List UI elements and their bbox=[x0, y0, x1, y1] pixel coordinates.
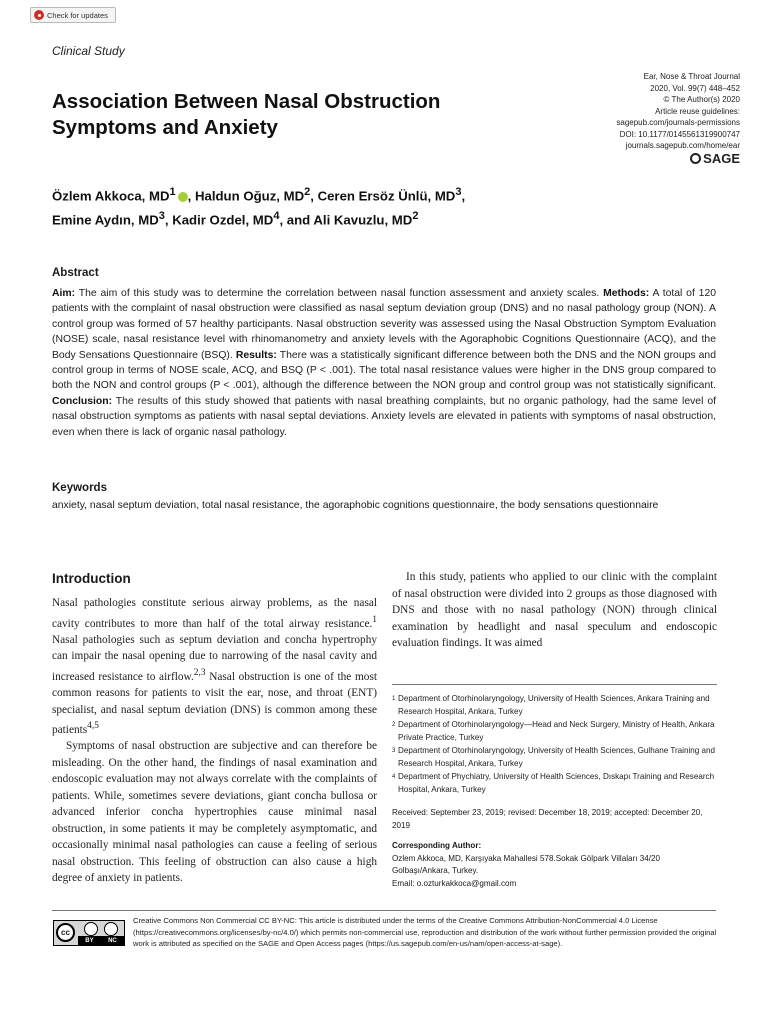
author-affil-ref: 4 bbox=[273, 210, 280, 223]
sage-icon bbox=[690, 153, 701, 164]
journal-info-line: Ear, Nose & Throat Journal bbox=[643, 72, 740, 81]
footnote-divider bbox=[392, 684, 717, 685]
citation-ref[interactable]: 1 bbox=[372, 614, 377, 625]
intro-paragraph: Symptoms of nasal obstruction are subjective and can therefore be misleading. On the other hand, the findings of nasal examination and endoscopic evaluation may not always correlate with the complaints of patients. While, sometimes severe deviations, giant concha bullosa or advanced inferior concha hypertrophies cause minimal nasal obstruction, in some patients it may be completely asymptomatic, and occasionally minimal nasal pathologies can cause a feeling of serious nasal obstruction. This feeling of obstruction can also cause a high degree of anxiety in patients. bbox=[52, 740, 377, 885]
doi[interactable]: DOI: 10.1177/0145561319900747 bbox=[619, 129, 740, 139]
conclusion-text: The results of this study showed that patients with nasal breathing complaints, but no organic pathology, had the same level of nasal obstruction symptoms as patients with nasal septal deviations. Anxiety levels are elevated in patients with symptoms of nasal obstruction, even when there is lack of organic nasal pathology. bbox=[52, 395, 717, 438]
received-dates: Received: September 23, 2019; revised: December 18, 2019; accepted: December 20, 2019 bbox=[392, 808, 703, 830]
by-label: BY bbox=[85, 937, 94, 944]
keywords-heading: Keywords bbox=[52, 482, 107, 494]
author-name[interactable]: Ceren Ersöz Ünlü, MD bbox=[317, 188, 456, 204]
article-title: Association Between Nasal Obstruction Symptoms and Anxiety bbox=[52, 90, 441, 139]
intro-text: Nasal pathologies constitute serious airway problems, as the nasal cavity contributes to more than half of the total airway resistance. bbox=[52, 597, 377, 630]
affiliation-text: Department of Phychiatry, University of Health Sciences, Dıskapı Training and Research Hospital, Ankara, Turkey bbox=[398, 772, 715, 794]
cc-by-nc-logo[interactable] bbox=[53, 920, 125, 946]
article-type: Clinical Study bbox=[52, 44, 125, 58]
update-icon bbox=[34, 10, 44, 20]
corresponding-line: Ozlem Akkoca, MD, Karşıyaka Mahallesi 578.Sokak Gölpark Villaları 34/20 bbox=[392, 853, 660, 863]
introduction-heading: Introduction bbox=[52, 571, 131, 586]
affiliation-item bbox=[392, 719, 717, 744]
license-text: Creative Commons Non Commercial CC BY-NC: This article is distributed under the terms of the Creative Commons Attribution-NonCommercial 4.0 License (https://creativecommons.org/licenses/by-nc/4.0/) which permits non-commercial use, reproduction and distribution of the work without further permission provided the original work is attributed as specified on the SAGE and Open Access pages (https://us.sagepub.com/en-us/nam/open-access-at-sage). bbox=[133, 916, 717, 948]
author-name[interactable]: Haldun Oğuz, MD bbox=[194, 188, 305, 204]
author-name[interactable]: Kadir Ozdel, MD bbox=[172, 212, 274, 228]
corresponding-author bbox=[392, 840, 717, 890]
sage-logo bbox=[690, 151, 740, 166]
citation-ref[interactable]: 2,3 bbox=[193, 667, 206, 678]
methods-text: A total of 120 patients with the complaint of nasal obstruction were classified as nasal septum deviation group (DNS) and no nasal pathology group (NON). A control group was formed of 57 healthy participants. Nasal obstruction severity was assessed using the Nasal Obstruction Symptom Evaluation (NOSE) scale, nasal resistance level with rhinomanometry and anxiety levels with the Agoraphobic Cognitions Questionnaire (ACQ), and the Body Sensations Questionnaire (BSQ). bbox=[52, 288, 717, 361]
author-affil-ref: 2 bbox=[304, 186, 311, 198]
author-affil-ref: 3 bbox=[158, 210, 165, 223]
affiliation-text: Department of Otorhinolaryngology—Head and Neck Surgery, Ministry of Health, Ankara Private Practice, Turkey bbox=[398, 720, 715, 742]
corresponding-line: Golbaşı/Ankara, Turkey. bbox=[392, 866, 479, 875]
noncommercial-icon bbox=[104, 922, 118, 936]
author-affil-ref: 2 bbox=[412, 210, 419, 223]
keywords-text: anxiety, nasal septum deviation, total nasal resistance, the agoraphobic cognitions questionnaire, the body sensations questionnaire bbox=[52, 500, 659, 511]
abstract-body bbox=[52, 286, 716, 440]
author-name[interactable]: Ali Kavuzlu, MD bbox=[313, 212, 413, 228]
methods-label: Methods: bbox=[603, 288, 650, 299]
author-name[interactable]: Özlem Akkoca, MD bbox=[52, 188, 170, 204]
intro-text: Nasal obstruction is one of the most common reasons for patients to visit the ear, nose, and throat (ENT) specialist, and nasal septum deviation (DNS) is common among these patients bbox=[52, 670, 377, 736]
affiliation-number: 4 bbox=[392, 774, 396, 780]
journal-info-line[interactable]: sagepub.com/journals-permissions bbox=[616, 118, 740, 127]
corresponding-heading: Corresponding Author: bbox=[392, 841, 482, 850]
check-for-updates-badge[interactable] bbox=[30, 7, 116, 23]
cc-label-bar bbox=[78, 936, 124, 945]
journal-info bbox=[550, 71, 740, 152]
author-affil-ref: 3 bbox=[455, 186, 462, 198]
cc-icon: cc bbox=[56, 923, 75, 942]
journal-info-line: © The Author(s) 2020 bbox=[663, 95, 740, 104]
affiliation-number: 3 bbox=[392, 748, 396, 754]
citation-ref[interactable]: 4,5 bbox=[87, 721, 99, 732]
author-affil-ref: 1 bbox=[169, 186, 176, 198]
affiliation-item bbox=[392, 771, 717, 796]
aim-label: Aim: bbox=[52, 288, 76, 299]
check-for-updates-label: Check for updates bbox=[47, 10, 108, 20]
intro-text: Nasal pathologies such as septum deviation and concha hypertrophy can impair the nasal opening due to narrowing of the nasal cavity and increased resistance to airflow. bbox=[52, 633, 377, 683]
results-label: Results: bbox=[235, 349, 277, 361]
nc-label: NC bbox=[108, 937, 117, 944]
intro-paragraph bbox=[52, 595, 377, 738]
license-divider bbox=[52, 910, 716, 911]
affiliation-text: Department of Otorhinolaryngology, University of Health Sciences, Gulhane Training and Research Hospital, Ankara, Turkey bbox=[398, 746, 716, 768]
author-name[interactable]: Emine Aydın, MD bbox=[52, 212, 159, 228]
attribution-icon bbox=[84, 922, 98, 936]
publisher-name: SAGE bbox=[703, 151, 740, 166]
abstract-heading: Abstract bbox=[52, 267, 99, 279]
introduction-right-column: In this study, patients who applied to our clinic with the complaint of nasal obstruction were divided into 2 groups as those diagnosed with DNS and those with no nasal pathology (NON) through clinical examination by headlight and nasal speculum and endoscopic evaluation findings. It was aimed bbox=[392, 571, 717, 649]
orcid-icon[interactable] bbox=[178, 192, 188, 202]
affiliations bbox=[392, 693, 717, 797]
affiliation-item bbox=[392, 693, 717, 718]
affiliation-item bbox=[392, 745, 717, 770]
corresponding-email[interactable]: Email: o.ozturkakkoca@gmail.com bbox=[392, 878, 517, 888]
journal-url[interactable]: journals.sagepub.com/home/ear bbox=[625, 141, 740, 150]
affiliation-number: 1 bbox=[392, 696, 396, 702]
journal-info-line: Article reuse guidelines: bbox=[655, 106, 740, 116]
aim-text: The aim of this study was to determine the correlation between nasal function assessment and anxiety scales. bbox=[78, 288, 600, 299]
introduction-left-column bbox=[52, 595, 377, 887]
journal-info-line: 2020, Vol. 99(7) 448–452 bbox=[650, 83, 740, 93]
author-list: Özlem Akkoca, $MD^1$ , Haldun Oğuz, $MD^2$, Ceren Ersöz Ünlü, $MD^3$, Emine Aydın, $MD^3$, Kadir Ozdel, $MD^4$, and Ali Kavuzlu, $MD^2$ bbox=[52, 186, 466, 228]
results-text: There was a statistically significant difference between both the DNS and the NON groups and control group in terms of NOSE scale, ACQ, and BSQ (P < .001). The total nasal resistance values were higher in the DNS group compared to both the NON and control groups (P < .001), although the difference between the NON group and control group was not statistically significant. bbox=[52, 349, 716, 392]
affiliation-text: Department of Otorhinolaryngology, University of Health Sciences, Ankara Training and Research Hospital, Ankara, Turkey bbox=[398, 694, 710, 716]
conclusion-label: Conclusion: bbox=[52, 395, 113, 407]
affiliation-number: 2 bbox=[392, 722, 396, 728]
